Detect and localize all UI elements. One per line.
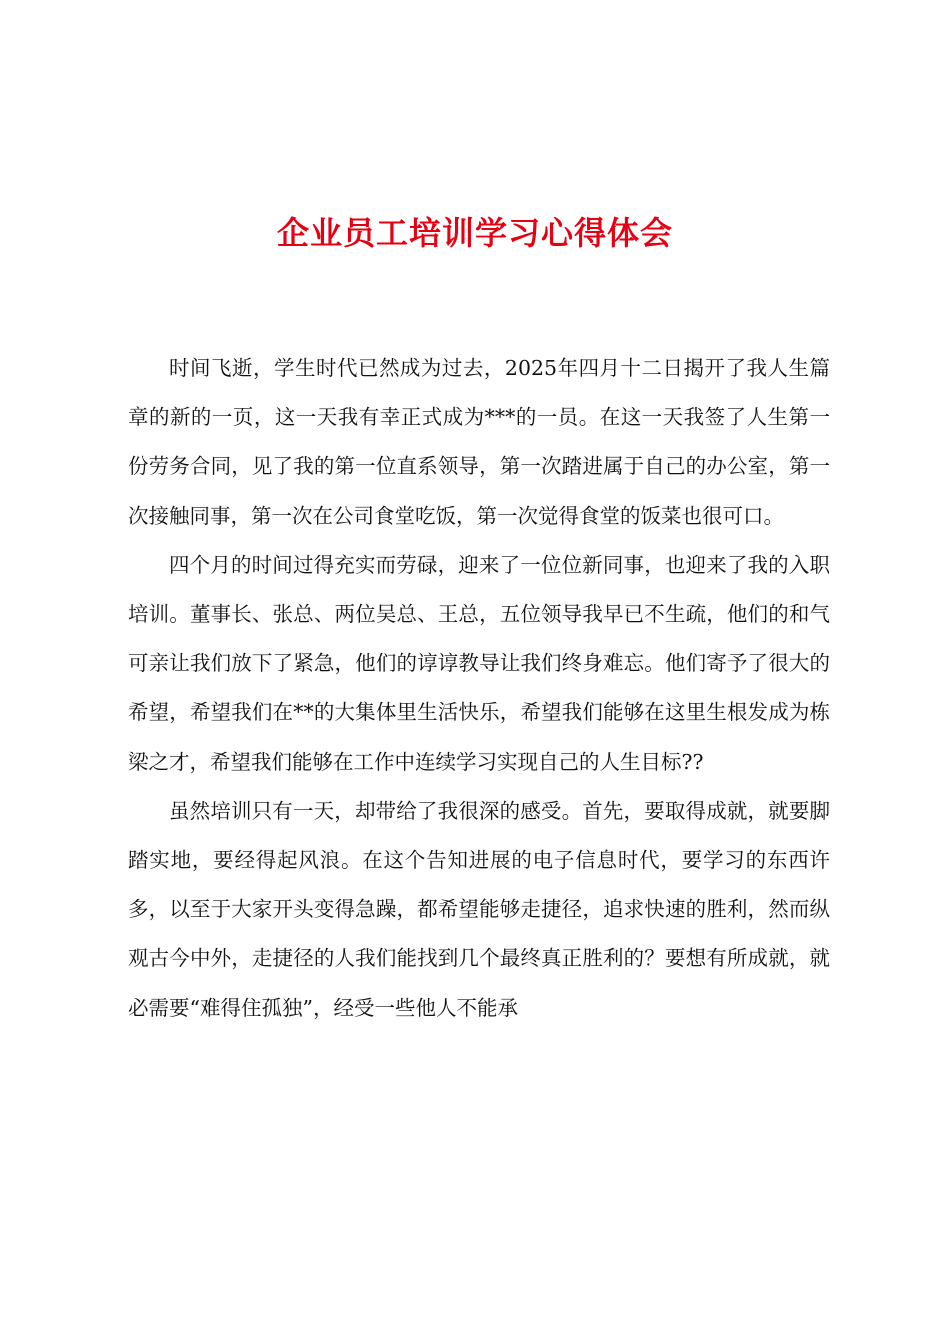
document-body xyxy=(128,344,830,1033)
paragraph-1: 时间飞逝，学生时代已然成为过去，2025年四月十二日揭开了我人生篇章的新的一页，这一天我有幸正式成为***的一员。在这一天我签了人生第一份劳务合同，见了我的第一位直系领导，第一次踏进属于自己的办公室，第一次接触同事，第一次在公司食堂吃饭，第一次觉得食堂的饭菜也很可口。 xyxy=(128,356,830,528)
paragraph-2: 四个月的时间过得充实而劳碌，迎来了一位位新同事，也迎来了我的入职培训。董事长、张总、两位吴总、王总，五位领导我早已不生疏，他们的和气可亲让我们放下了紧急，他们的谆谆教导让我们终身难忘。他们寄予了很大的希望，希望我们在**的大集体里生活快乐，希望我们能够在这里生根发成为栋梁之才，希望我们能够在工作中连续学习实现自己的人生目标?? xyxy=(128,552,830,774)
paragraph-3: 虽然培训只有一天，却带给了我很深的感受。首先，要取得成就，就要脚踏实地，要经得起风浪。在这个告知进展的电子信息时代，要学习的东西许多，以至于大家开头变得急躁，都希望能够走捷径，追求快速的胜利，然而纵观古今中外，走捷径的人我们能找到几个最终真正胜利的？要想有所成就，就必需要“难得住孤独”，经受一些他人不能承 xyxy=(128,798,830,1020)
document-title: 企业员工培训学习心得体会 xyxy=(276,214,673,252)
